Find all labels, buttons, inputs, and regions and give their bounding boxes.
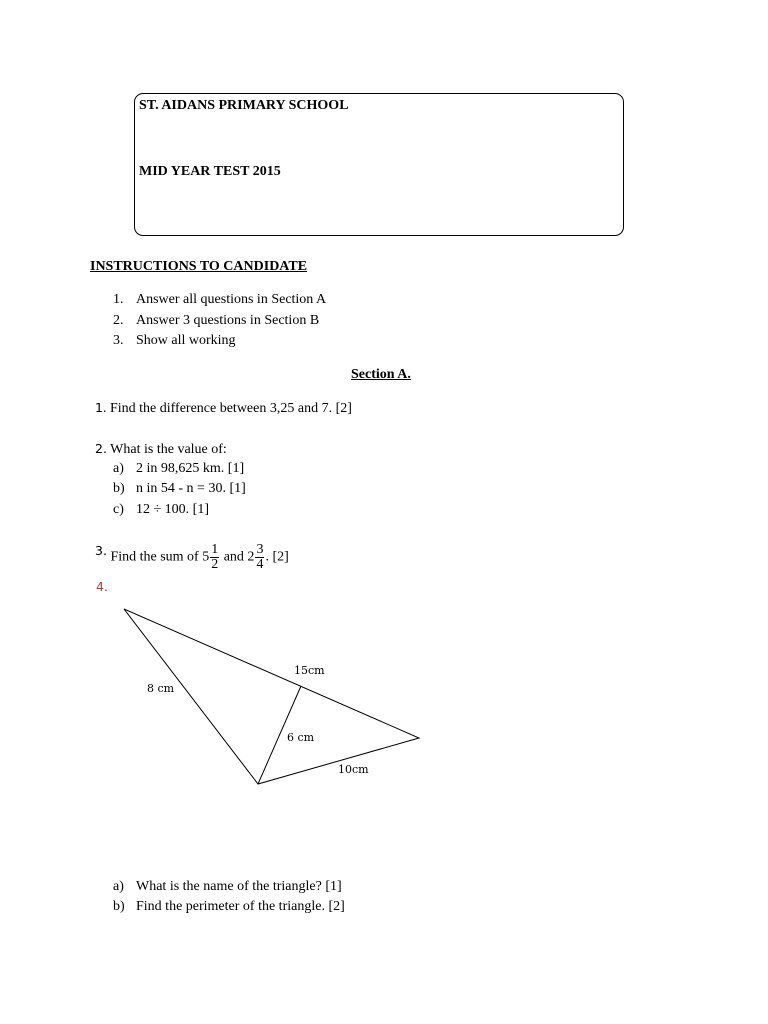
part-text: What is the name of the triangle? [1]	[136, 879, 342, 894]
fraction-denominator: 2	[211, 557, 219, 572]
question-number: 4.	[96, 579, 108, 594]
question-text: Find the sum of 5	[106, 549, 210, 565]
question-text: What is the value of:	[106, 442, 227, 457]
label-bottom-side: 10cm	[338, 763, 369, 776]
label-top-side: 15cm	[294, 664, 325, 677]
q4-part-a	[113, 879, 342, 895]
instruction-number: 3.	[113, 333, 124, 348]
q4-part-b	[113, 899, 345, 915]
label-height: 6 cm	[287, 731, 315, 744]
part-text: n in 54 - n = 30. [1]	[136, 481, 246, 496]
part-label: c)	[113, 502, 124, 517]
instruction-text: Show all working	[136, 333, 236, 348]
question-number: 1	[95, 400, 103, 415]
instruction-text: Answer 3 questions in Section B	[136, 313, 320, 328]
question-text: . [2]	[265, 549, 289, 565]
instruction-number: 2.	[113, 313, 124, 328]
instruction-number: 1.	[113, 292, 124, 307]
part-text: 12 ÷ 100. [1]	[136, 502, 210, 517]
question-number: 2.	[95, 441, 107, 456]
test-title: MID YEAR TEST 2015	[139, 164, 281, 179]
part-label: a)	[113, 879, 124, 894]
question-text: and 2	[220, 549, 255, 565]
question-number: 3.	[95, 543, 107, 558]
part-label: b)	[113, 481, 125, 496]
part-label: a)	[113, 461, 124, 476]
fraction-numerator: 1	[211, 542, 219, 557]
triangle-shape	[124, 609, 419, 784]
label-left-side: 8 cm	[147, 682, 175, 695]
section-a-title: Section A.	[351, 367, 411, 382]
instruction-text: Answer all questions in Section A	[136, 292, 327, 307]
part-text: Find the perimeter of the triangle. [2]	[136, 899, 345, 914]
fraction-denominator: 4	[256, 557, 264, 572]
fraction-numerator: 3	[256, 542, 264, 557]
question-text: . Find the difference between 3,25 and 7. [2]	[102, 401, 352, 416]
part-text: 2 in 98,625 km. [1]	[136, 461, 245, 476]
instructions-title: INSTRUCTIONS TO CANDIDATE	[90, 259, 308, 274]
school-name: ST. AIDANS PRIMARY SCHOOL	[139, 98, 349, 113]
part-label: b)	[113, 899, 125, 914]
